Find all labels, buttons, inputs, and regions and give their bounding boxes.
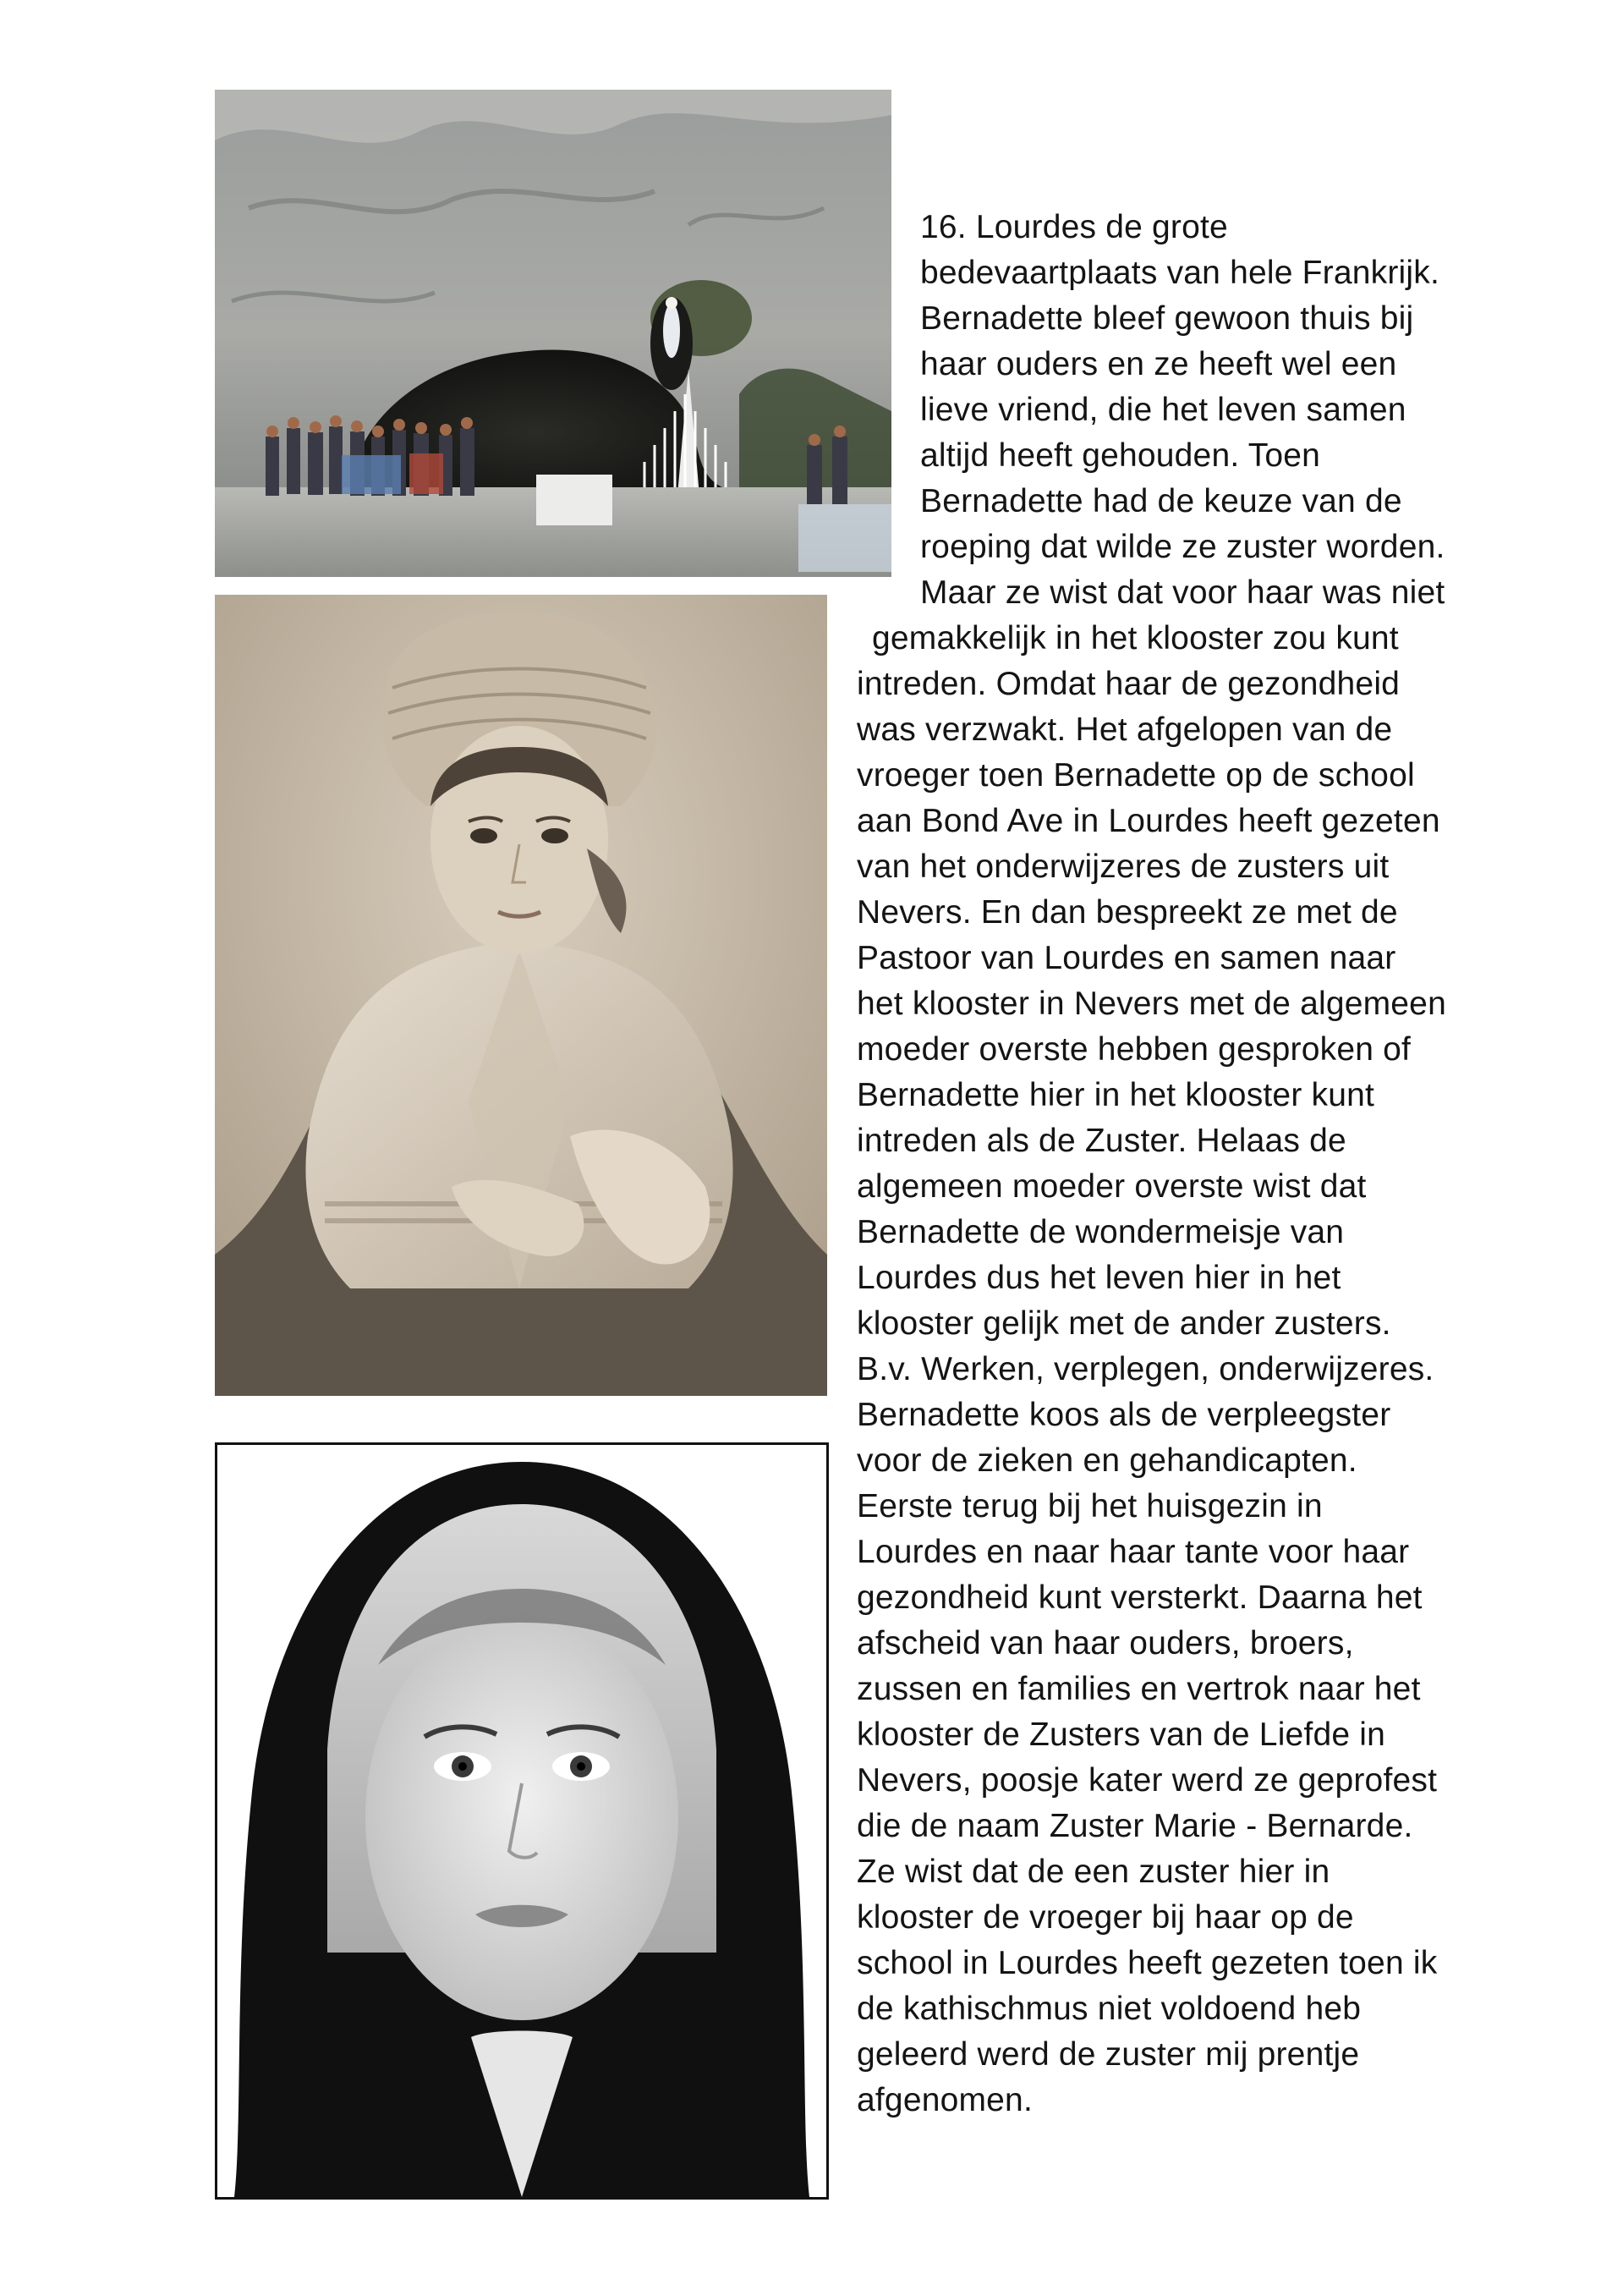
text-line: gemakkelijk in het klooster zou kunt — [872, 620, 1399, 656]
text-line: afscheid van haar ouders, broers, — [857, 1625, 1354, 1662]
text-line: aan Bond Ave in Lourdes heeft gezeten — [857, 803, 1440, 839]
text-line: Bernadette hier in het klooster kunt — [857, 1077, 1375, 1113]
text-line: Ze wist dat de een zuster hier in — [857, 1854, 1330, 1890]
nun-portrait-photo — [215, 1442, 829, 2200]
text-line: B.v. Werken, verplegen, onderwijzeres. — [857, 1351, 1434, 1387]
text-line: zussen en families en vertrok naar het — [857, 1671, 1421, 1707]
text-line: Lourdes en naar haar tante voor haar — [857, 1534, 1410, 1570]
text-line: lieve vriend, die het leven samen — [920, 392, 1406, 428]
text-line: klooster gelijk met de ander zusters. — [857, 1305, 1391, 1342]
text-line: voor de zieken en gehandicapten. — [857, 1442, 1357, 1479]
text-line: Maar ze wist dat voor haar was niet — [920, 574, 1445, 611]
text-line: klooster de vroeger bij haar op de — [857, 1899, 1354, 1936]
text-line: algemeen moeder overste wist dat — [857, 1168, 1367, 1205]
text-line: vroeger toen Bernadette op de school — [857, 757, 1415, 794]
text-line: Bernadette bleef gewoon thuis bij — [920, 300, 1414, 337]
text-line: intreden. Omdat haar de gezondheid — [857, 666, 1401, 702]
text-line: die de naam Zuster Marie - Bernarde. — [857, 1808, 1413, 1844]
text-line: klooster de Zusters van de Liefde in — [857, 1717, 1386, 1753]
text-line: de kathischmus niet voldoend heb — [857, 1991, 1362, 2027]
text-line: Bernadette koos als de verpleegster — [857, 1397, 1391, 1433]
text-line: intreden als de Zuster. Helaas de — [857, 1123, 1346, 1159]
text-line: gezondheid kunt versterkt. Daarna het — [857, 1579, 1423, 1616]
text-line: geleerd werd de zuster mij prentje — [857, 2036, 1360, 2073]
text-line: Nevers, poosje kater werd ze geprofest — [857, 1762, 1438, 1799]
text-line: Bernadette de wondermeisje van — [857, 1214, 1345, 1250]
text-line: 16. Lourdes de grote — [920, 209, 1228, 245]
bernadette-portrait-photo — [215, 595, 827, 1396]
text-line: moeder overste hebben gesproken of — [857, 1031, 1412, 1068]
text-line: altijd heeft gehouden. Toen — [920, 437, 1321, 474]
text-line: van het onderwijzeres de zusters uit — [857, 849, 1390, 885]
text-line: bedevaartplaats van hele Frankrijk. — [920, 255, 1439, 291]
text-line: Bernadette had de keuze van de — [920, 483, 1402, 519]
text-line: roeping dat wilde ze zuster worden. — [920, 529, 1445, 565]
text-line: Pastoor van Lourdes en samen naar — [857, 940, 1396, 976]
grotto-photo — [215, 90, 891, 577]
text-line: Nevers. En dan bespreekt ze met de — [857, 894, 1398, 931]
text-line: afgenomen. — [857, 2082, 1033, 2118]
text-line: Eerste terug bij het huisgezin in — [857, 1488, 1323, 1524]
text-line: haar ouders en ze heeft wel een — [920, 346, 1397, 382]
text-line: het klooster in Nevers met de algemeen — [857, 986, 1446, 1022]
text-line: was verzwakt. Het afgelopen van de — [857, 711, 1393, 748]
text-line: school in Lourdes heeft gezeten toen ik — [857, 1945, 1438, 1981]
text-line: Lourdes dus het leven hier in het — [857, 1260, 1341, 1296]
